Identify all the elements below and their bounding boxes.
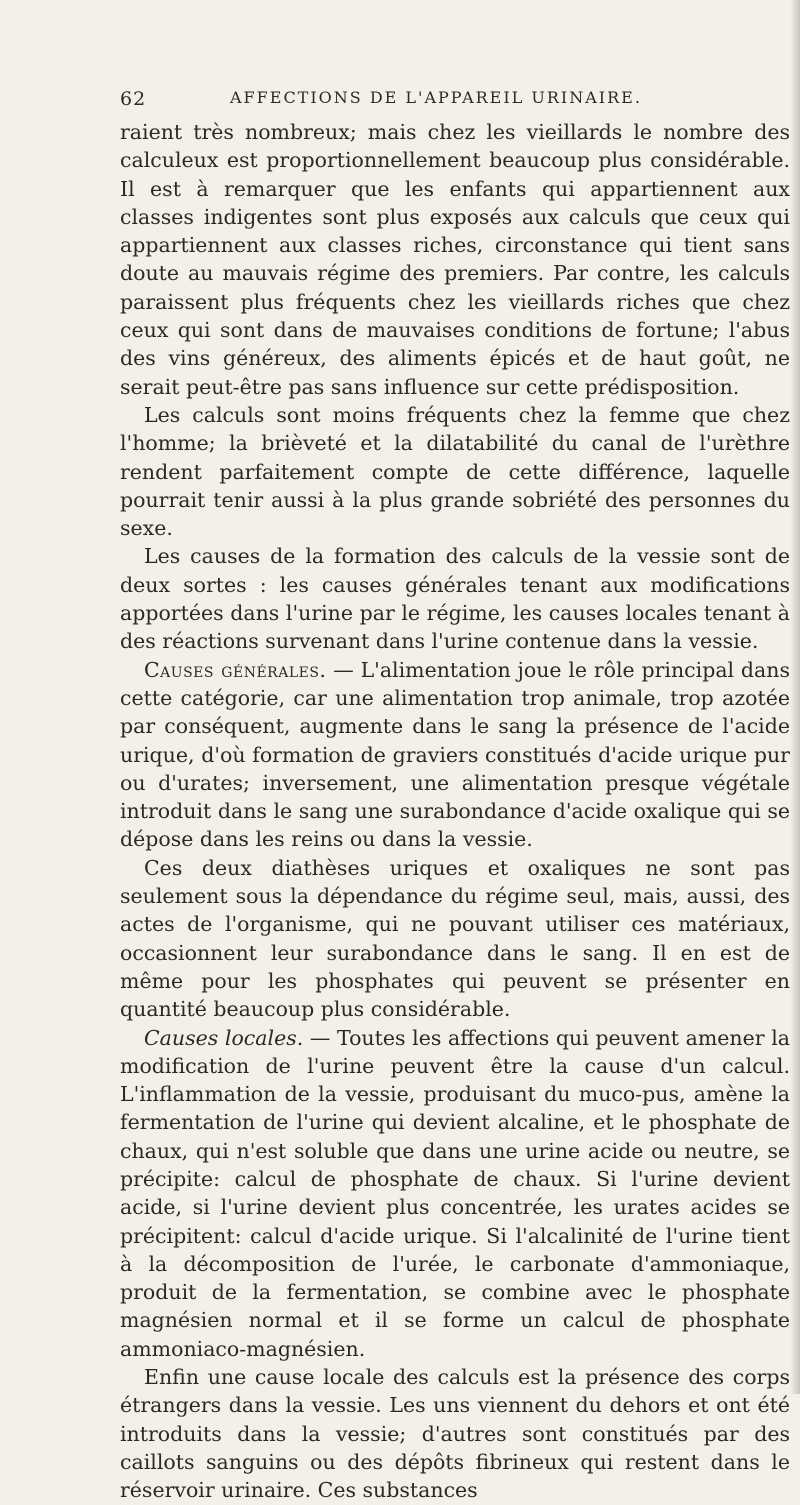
- running-head: AFFECTIONS DE L'APPAREIL URINAIRE.: [230, 88, 642, 107]
- paragraph-foreign-bodies: [120, 1363, 790, 1504]
- page-edge-shadow: [790, 0, 800, 1394]
- paragraph-text: — Toutes les affections qui peuvent amener la modification de l'urine peuvent être la cause d'un calcul. L'inflammation de la vessie, produisant du muco-pus, amène la fermentation de l'urine qui devient alcaline, et le phosphate de chaux, qui n'est soluble que dans une urine acide ou neutre, se précipite: calcul de phosphate de chaux. Si l'urine devient acide, si l'urine devient plus concentrée, les urates acides se précipitent: calcul d'acide urique. Si l'alcalinité de l'urine tient à la décomposition de l'urée, le carbonate d'ammoniaque, produit de la fermentation, se combine avec le phosphate magnésien normal et il se forme un calcul de phosphate ammoniaco-magnésien.: [120, 1025, 790, 1361]
- paragraph-sex-frequency: [120, 401, 790, 542]
- page-number: 62: [120, 88, 147, 110]
- section-heading-general-causes: Causes générales.: [144, 657, 327, 682]
- paragraph-text: Les calculs sont moins fréquents chez la femme que chez l'homme; la brièveté et la dilatabilité du canal de l'urèthre rendent parfaitement compte de cette différence, laquelle pourrait tenir aussi à la plus grande sobriété des personnes du sexe.: [120, 402, 790, 541]
- paragraph-general-causes: [120, 656, 790, 854]
- body-text: [120, 118, 790, 1505]
- paragraph-text: — L'alimentation joue le rôle principal dans cette catégorie, car une alimentation trop animale, trop azotée par conséquent, augmente dans le sang la présence de l'acide urique, d'où formation de graviers constitués d'acide urique pur ou d'urates; inversement, une alimentation presque végétale introduit dans le sang une surabondance d'acide oxalique qui se dépose dans les reins ou dans la vessie.: [120, 657, 790, 852]
- page-header: [120, 88, 790, 112]
- paragraph-continuation: [120, 118, 790, 401]
- paragraph-local-causes: [120, 1024, 790, 1364]
- paragraph-causes-overview: [120, 542, 790, 655]
- paragraph-text: raient très nombreux; mais chez les vieillards le nombre des calculeux est proportionnellement beaucoup plus considérable. Il est à remarquer que les enfants qui appartiennent aux classes indigentes sont plus exposés aux calculs que ceux qui appartiennent aux classes riches, circonstance qui tient sans doute au mauvais régime des premiers. Par contre, les calculs paraissent plus fréquents chez les vieillards riches que chez ceux qui sont dans de mauvaises conditions de fortune; l'abus des vins généreux, des aliments épicés et de haut goût, ne serait peut-être pas sans influence sur cette prédisposition.: [120, 120, 790, 399]
- paragraph-text: Enfin une cause locale des calculs est la présence des corps étrangers dans la vessie. Les uns viennent du dehors et ont été introduits dans la vessie; d'autres sont constitués par des caillots sanguins ou des dépôts fibrineux qui restent dans le réservoir urinaire. Ces substances: [120, 1365, 790, 1503]
- paragraph-diatheses: [120, 854, 790, 1024]
- paragraph-text: Les causes de la formation des calculs de la vessie sont de deux sortes : les causes générales tenant aux modifications apportées dans l'urine par le régime, les causes locales tenant à des réactions survenant dans l'urine contenue dans la vessie.: [120, 544, 790, 654]
- section-heading-local-causes: Causes locales.: [144, 1025, 304, 1050]
- paragraph-text: Ces deux diathèses uriques et oxaliques ne sont pas seulement sous la dépendance du régime seul, mais, aussi, des actes de l'organisme, qui ne pouvant utiliser ces matériaux, occasionnent leur surabondance dans le sang. Il en est de même pour les phosphates qui peuvent se présenter en quantité beaucoup plus considérable.: [120, 855, 790, 1022]
